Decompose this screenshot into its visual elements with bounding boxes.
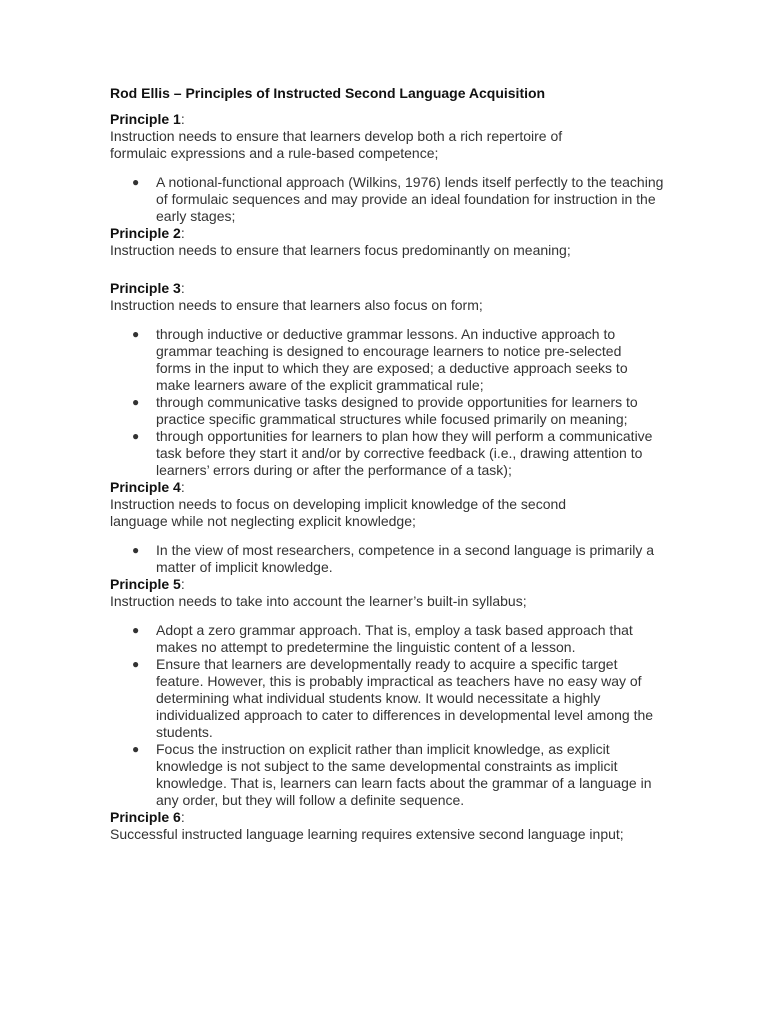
principle-4 bbox=[110, 479, 680, 576]
principle-text: Successful instructed language learning requires extensive second language input; bbox=[110, 826, 624, 842]
principle-3 bbox=[110, 280, 680, 479]
principle-text: Instruction needs to ensure that learners focus predominantly on meaning; bbox=[110, 242, 571, 258]
bullet-list bbox=[110, 174, 666, 225]
principle-heading: Principle 6: bbox=[110, 809, 185, 825]
principle-text: Instruction needs to take into account the learner’s built-in syllabus; bbox=[110, 593, 527, 609]
bullet-icon: ● bbox=[132, 175, 140, 189]
principle-label: Principle 4 bbox=[110, 479, 181, 495]
principle-text: Instruction needs to ensure that learners also focus on form; bbox=[110, 297, 483, 313]
bullet-icon: ● bbox=[132, 543, 140, 557]
list-item: ● A notional-functional approach (Wilkins, 1976) lends itself perfectly to the teaching of formulaic sequences and may provide an ideal foundation for instruction in the early stages; bbox=[132, 174, 664, 224]
list-item: ● Focus the instruction on explicit rather than implicit knowledge, as explicit knowledge is not subject to the same developmental constraints as implicit knowledge. That is, learners can learn facts about the grammar of a language in any order, but they will follow a definite sequence. bbox=[132, 741, 652, 808]
principle-label: Principle 5 bbox=[110, 576, 181, 592]
principle-heading: Principle 1: bbox=[110, 111, 185, 127]
bullet-list bbox=[110, 622, 666, 809]
principle-2 bbox=[110, 225, 680, 259]
list-item: ● through opportunities for learners to plan how they will perform a communicative task before they start it and/or by corrective feedback (i.e., drawing attention to learners’ errors during or after the performance of a task); bbox=[132, 428, 653, 478]
bullet-list bbox=[110, 542, 655, 576]
principle-1 bbox=[110, 111, 680, 225]
principle-label: Principle 1 bbox=[110, 111, 181, 127]
principle-heading: Principle 2: bbox=[110, 225, 185, 241]
bullet-list bbox=[110, 326, 660, 479]
principle-label: Principle 3 bbox=[110, 280, 181, 296]
list-item: ● through communicative tasks designed to provide opportunities for learners to practice specific grammatical structures while focused primarily on meaning; bbox=[132, 394, 638, 427]
list-item: ● through inductive or deductive grammar lessons. An inductive approach to grammar teaching is designed to encourage learners to notice pre-selected forms in the input to which they are exposed; a deductive approach seeks to make learners aware of the explicit grammatical rule; bbox=[132, 326, 628, 393]
principle-label: Principle 6 bbox=[110, 809, 181, 825]
principle-5 bbox=[110, 576, 680, 809]
principle-label: Principle 2 bbox=[110, 225, 181, 241]
list-item: ● Ensure that learners are developmentally ready to acquire a specific target feature. However, this is probably impractical as teachers have no easy way of determining what individual students know. It would necessitate a highly individualized approach to cater to differences in developmental level among the students. bbox=[132, 656, 654, 740]
list-item: ● In the view of most researchers, competence in a second language is primarily a matter of implicit knowledge. bbox=[132, 542, 655, 575]
bullet-icon: ● bbox=[132, 742, 140, 756]
bullet-icon: ● bbox=[132, 395, 140, 409]
principle-heading: Principle 5: bbox=[110, 576, 185, 592]
bullet-icon: ● bbox=[132, 657, 140, 671]
bullet-icon: ● bbox=[132, 623, 140, 637]
principle-text: Instruction needs to focus on developing implicit knowledge of the second language while not neglecting explicit knowledge; bbox=[110, 496, 567, 529]
document-title: Rod Ellis – Principles of Instructed Second Language Acquisition bbox=[110, 85, 546, 101]
principle-text: Instruction needs to ensure that learners develop both a rich repertoire of formulaic expressions and a rule-based competence; bbox=[110, 128, 563, 161]
list-item: ● Adopt a zero grammar approach. That is, employ a task based approach that makes no attempt to predetermine the linguistic content of a lesson. bbox=[132, 622, 633, 655]
bullet-icon: ● bbox=[132, 327, 140, 341]
document-page bbox=[110, 85, 680, 843]
principle-6 bbox=[110, 809, 680, 843]
bullet-icon: ● bbox=[132, 429, 140, 443]
principle-heading: Principle 4: bbox=[110, 479, 185, 495]
principle-heading: Principle 3: bbox=[110, 280, 185, 296]
